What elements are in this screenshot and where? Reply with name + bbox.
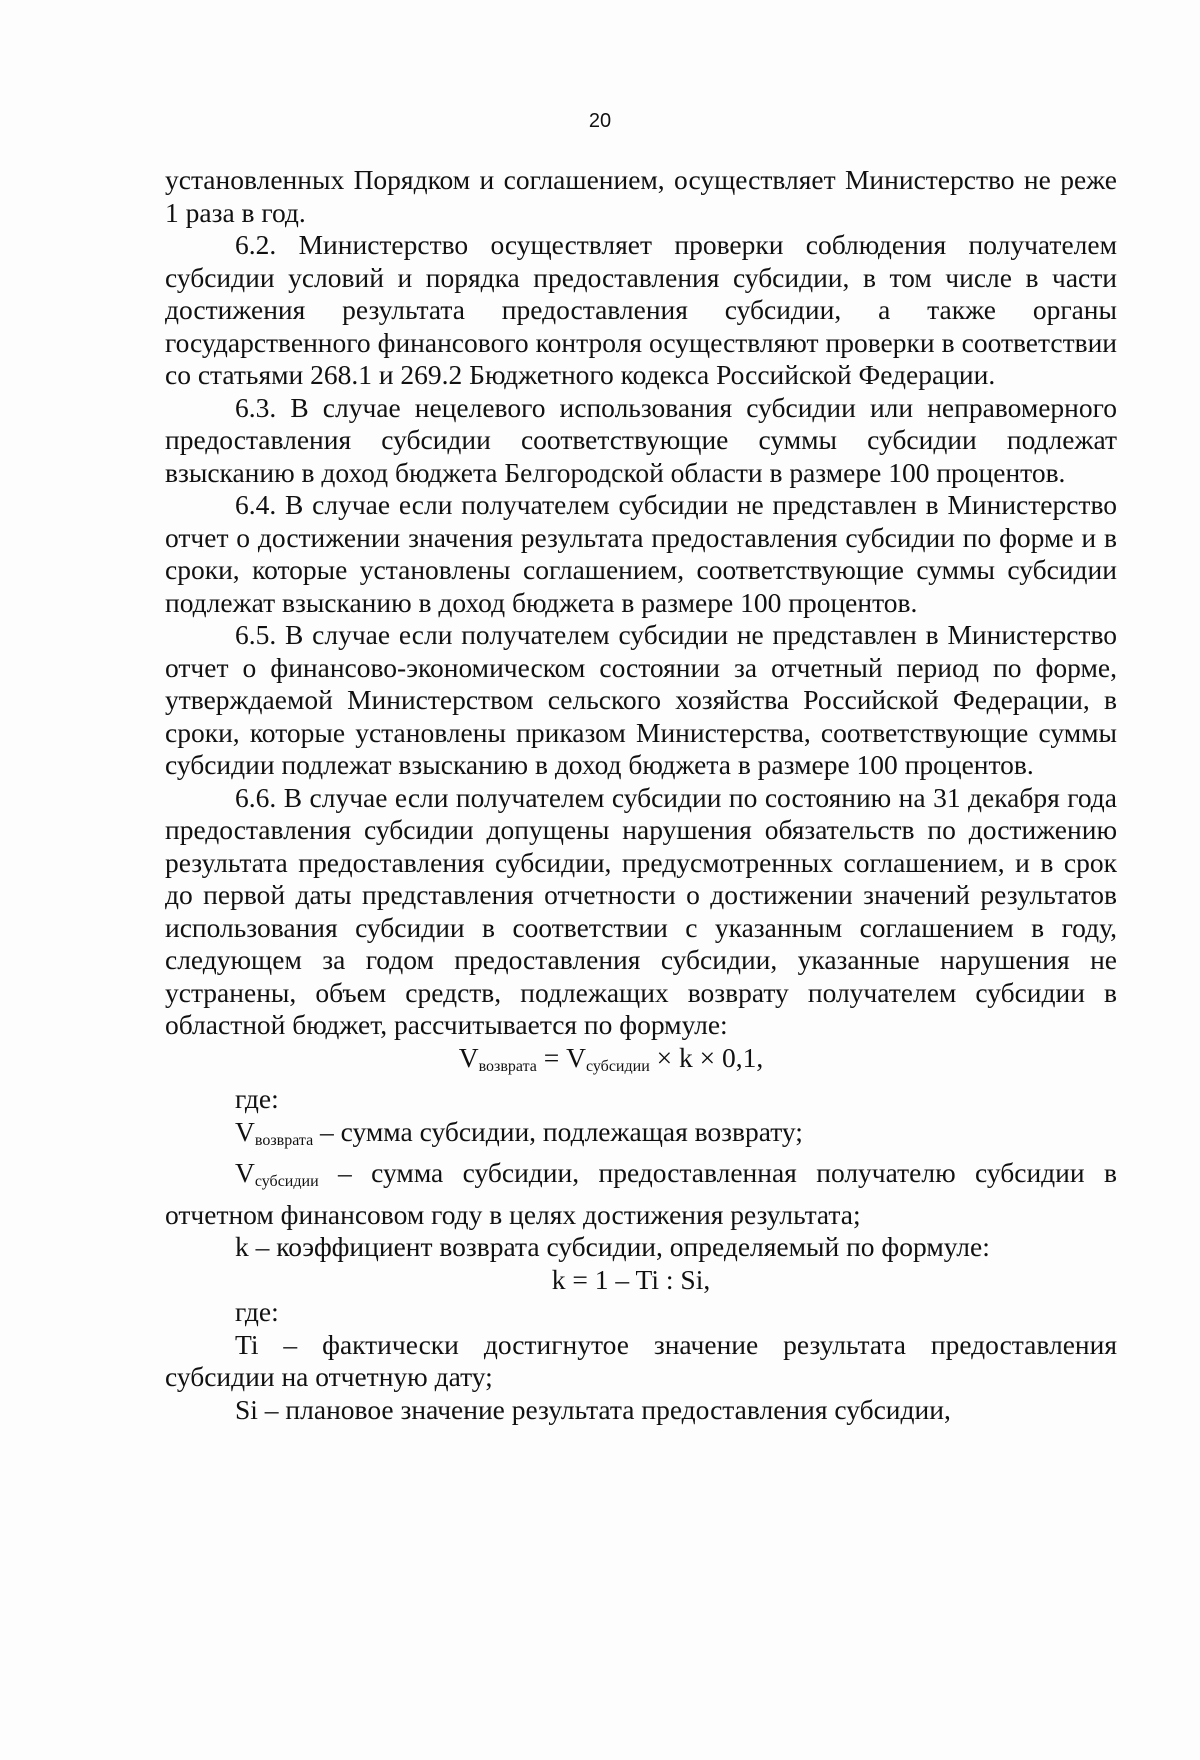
- formula-coefficient: k = 1 – Ti : Si,: [551, 1263, 711, 1295]
- def-v-return-subscript: возврата: [254, 1131, 314, 1149]
- def-v-subsidy-text: – сумма субсидии, предоставленная получателю субсидии в отчетном финансовом году в целях достижения результата;: [165, 1157, 1117, 1230]
- formula-rhs-part2: × k × 0,1,: [649, 1041, 764, 1073]
- definition-v-subsidy: [165, 1157, 1117, 1231]
- definition-v-return: [165, 1116, 1117, 1158]
- paragraph-continuation: установленных Порядком и соглашением, осуществляет Министерство не реже 1 раза в год.: [165, 164, 1117, 228]
- paragraph-6-3: 6.3. В случае нецелевого использования субсидии или неправомерного предоставления субсидии соответствующие суммы субсидии подлежат взысканию в доход бюджета Белгородской области в размере 100 процентов.: [165, 391, 1117, 488]
- document-body: [165, 164, 1117, 1426]
- formula-lhs-subscript: возврата: [478, 1057, 537, 1075]
- paragraph-6-5: 6.5. В случае если получателем субсидии не представлен в Министерство отчет о финансово-экономическом состоянии за отчетный период по форме, утверждаемой Министерством сельского хозяйства Российской Федерации, в сроки, которые установлены приказом Министерства, соответствующие суммы субсидии подлежат взысканию в доход бюджета в размере 100 процентов.: [165, 619, 1117, 780]
- def-v-return-var: V: [235, 1115, 255, 1147]
- formula-lhs-var: V: [458, 1041, 479, 1073]
- page-number: 20: [588, 110, 612, 132]
- definition-k: k – коэффициент возврата субсидии, определяемый по формуле:: [235, 1231, 990, 1262]
- definition-si: Si – плановое значение результата предоставления субсидии,: [235, 1393, 951, 1425]
- def-v-subsidy-subscript: субсидии: [254, 1173, 319, 1190]
- formula-rhs-subscript: субсидии: [586, 1057, 650, 1075]
- formula-rhs-part1: = V: [536, 1041, 586, 1073]
- paragraph-6-4: 6.4. В случае если получателем субсидии не представлен в Министерство отчет о достижении значения результата предоставления субсидии по форме и в сроки, которые установлены соглашением, соответствующие суммы субсидии подлежат взысканию в доход бюджета в размере 100 процентов.: [165, 489, 1117, 618]
- paragraph-6-2: 6.2. Министерство осуществляет проверки соблюдения получателем субсидии условий и порядка предоставления субсидии, в том числе в части достижения результата предоставления субсидии, а также органы государственного финансового контроля осуществляют проверки в соответствии со статьями 268.1 и 269.2 Бюджетного кодекса Российской Федерации.: [165, 229, 1117, 390]
- definition-ti: Ti – фактически достигнутое значение результата предоставления субсидии на отчетную дату;: [165, 1328, 1117, 1392]
- where-label-1: где:: [235, 1083, 279, 1114]
- formula-return-volume: [165, 1042, 1117, 1084]
- paragraph-6-6: 6.6. В случае если получателем субсидии по состоянию на 31 декабря года предоставления субсидии допущены нарушения обязательств по достижению результата предоставления субсидии, предусмотренных соглашением, и в срок до первой даты представления отчетности о достижении значений результатов использования субсидии в соответствии с указанным соглашением в году, следующем за годом предоставления субсидии, указанные нарушения не устранены, объем средств, подлежащих возврату получателем субсидии в областной бюджет, рассчитывается по формуле:: [165, 781, 1117, 1040]
- def-v-return-text: – сумма субсидии, подлежащая возврату;: [313, 1115, 803, 1147]
- def-v-subsidy-var: V: [235, 1157, 255, 1188]
- where-label-2: где:: [235, 1296, 279, 1327]
